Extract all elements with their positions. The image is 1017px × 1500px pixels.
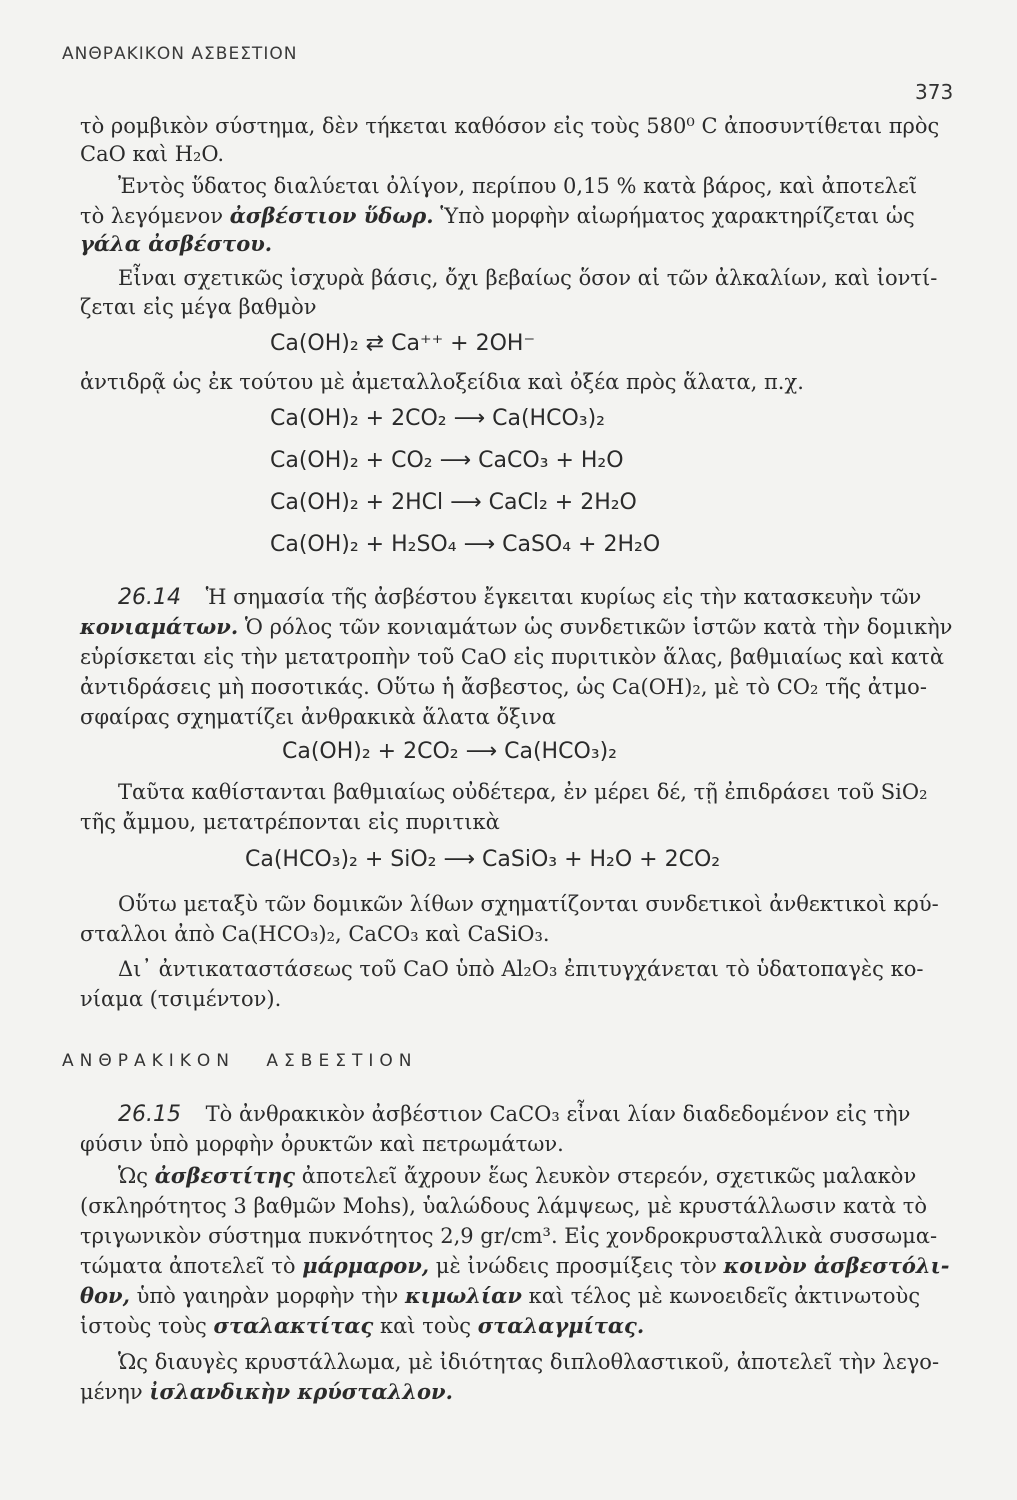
body-text-line: φύσιν ὑπὸ μορφὴν ὀρυκτῶν καὶ πετρωμάτων. xyxy=(80,1132,564,1156)
text-run: μένην xyxy=(80,1380,143,1404)
text-run: Ἡ σημασία τῆς ἀσβέστου ἔγκειται κυρίως εἰς τὴν κατασκευὴν τῶν xyxy=(205,585,922,609)
body-text-line: ἀντιδρᾷ ὡς ἐκ τούτου μὲ ἀμεταλλοξείδια καὶ ὀξέα πρὸς ἅλατα, π.χ. xyxy=(80,370,804,394)
text-run: τὸ λεγόμενον xyxy=(80,204,224,228)
term-lime-water: ἀσβέστιον ὕδωρ. xyxy=(229,203,434,228)
running-title: ΑΝΘΡΑΚΙΚΟΝ ΑΣΒΕΣΤΙΟΝ xyxy=(62,44,298,64)
body-text-line: νίαμα (τσιμέντον). xyxy=(80,987,282,1011)
reaction-equation: Ca(OH)₂ + 2CO₂ ⟶ Ca(HCO₃)₂ xyxy=(270,406,605,431)
body-text-line xyxy=(80,1252,950,1280)
text-run: καὶ τέλος μὲ κωνοειδεῖς ἀκτινωτοὺς xyxy=(528,1284,921,1308)
body-text-line: (σκληρότητος 3 βαθμῶν Mohs), ὑαλώδους λάμψεως, μὲ κρυστάλλωσιν κατὰ τὸ xyxy=(80,1194,927,1218)
text-run: Ὁ ρόλος τῶν κονιαμάτων ὡς συνδετικῶν ἱστῶν κατὰ τὴν δομικὴν xyxy=(244,615,953,639)
heading-word: ΑΝΘΡΑΚΙΚΟΝ xyxy=(62,1051,236,1071)
reaction-equation: Ca(OH)₂ + 2CO₂ ⟶ Ca(HCO₃)₂ xyxy=(282,739,617,764)
reaction-equation: Ca(OH)₂ + H₂SO₄ ⟶ CaSO₄ + 2H₂O xyxy=(270,532,661,557)
body-text-line: Εἶναι σχετικῶς ἰσχυρὰ βάσις, ὄχι βεβαίως ὅσον αἱ τῶν ἀλκαλίων, καὶ ἰοντί- xyxy=(118,266,938,290)
body-text-line xyxy=(80,613,953,641)
body-text-line: σταλλοι ἀπὸ Ca(HCO₃)₂, CaCO₃ καὶ CaSiO₃. xyxy=(80,922,550,946)
section-heading xyxy=(62,1051,437,1071)
text-run: καὶ τοὺς xyxy=(379,1314,471,1338)
reaction-equation: Ca(OH)₂ + CO₂ ⟶ CaCO₃ + H₂O xyxy=(270,448,624,473)
body-text-line xyxy=(80,1312,644,1340)
body-text-line xyxy=(80,1282,921,1310)
text-run: ἀποτελεῖ ἄχρουν ἕως λευκὸν στερεόν, σχετικῶς μαλακὸν xyxy=(301,1164,917,1188)
body-text-line xyxy=(80,1378,453,1406)
term-mortars: κονιαμάτων. xyxy=(80,614,239,639)
term-marble: μάρμαρον, xyxy=(302,1253,430,1278)
section-number: 26.14 xyxy=(118,585,181,610)
text-run: Ὑπὸ μορφὴν αἰωρήματος χαρακτηρίζεται ὡς xyxy=(440,204,915,228)
body-text-line: CaO καὶ H₂O. xyxy=(80,142,225,166)
term-milk-of-lime: γάλα ἀσβέστου. xyxy=(80,231,273,256)
body-text-line: τριγωνικὸν σύστημα πυκνότητος 2,9 gr/cm³. Εἰς χονδροκρυσταλλικὰ συσσωμα- xyxy=(80,1224,938,1248)
body-text-line: ζεται εἰς μέγα βαθμὸν xyxy=(80,295,317,319)
body-text-line xyxy=(118,1162,917,1190)
term-limestone: κοινὸν ἀσβεστόλι- xyxy=(723,1253,950,1278)
heading-word: ΑΣΒΕΣΤΙΟΝ xyxy=(266,1051,418,1071)
body-text-line: Οὕτω μεταξὺ τῶν δομικῶν λίθων σχηματίζονται συνδετικοὶ ἀνθεκτικοὶ κρύ- xyxy=(118,892,939,916)
term-iceland-spar: ἰσλανδικὴν κρύσταλλον. xyxy=(149,1379,453,1404)
text-run: ἱστοὺς τοὺς xyxy=(80,1314,207,1338)
ionization-equation: Ca(OH)₂ ⇄ Ca⁺⁺ + 2OH⁻ xyxy=(270,331,536,356)
body-text-line: Δι᾽ ἀντικαταστάσεως τοῦ CaO ὑπὸ Al₂O₃ ἐπιτυγχάνεται τὸ ὑδατοπαγὲς κο- xyxy=(118,957,924,981)
text-run: μὲ ἰνώδεις προσμίξεις τὸν xyxy=(435,1254,717,1278)
term-calcite: ἀσβεστίτης xyxy=(154,1163,296,1188)
term-stalagmites: σταλαγμίτας. xyxy=(477,1313,645,1338)
section-26-15-first-line xyxy=(118,1100,911,1129)
body-text-line: τῆς ἄμμου, μετατρέπονται εἰς πυριτικὰ xyxy=(80,810,500,834)
text-run: ὑπὸ γαιηρὰν μορφὴν τὴν xyxy=(136,1284,399,1308)
body-text-line: Ὡς διαυγὲς κρυστάλλωμα, μὲ ἰδιότητας διπλοθλαστικοῦ, ἀποτελεῖ τὴν λεγο- xyxy=(118,1350,940,1374)
reaction-equation: Ca(HCO₃)₂ + SiO₂ ⟶ CaSiO₃ + H₂O + 2CO₂ xyxy=(245,847,721,872)
body-text-line: τὸ ρομβικὸν σύστημα, δὲν τήκεται καθόσον εἰς τοὺς 580⁰ C ἀποσυντίθεται πρὸς xyxy=(80,114,940,138)
page-number: 373 xyxy=(915,80,954,104)
body-text-line xyxy=(80,202,915,230)
text-run: Ὡς xyxy=(118,1164,149,1188)
body-text-line: Ταῦτα καθίστανται βαθμιαίως οὐδέτερα, ἐν μέρει δέ, τῇ ἐπιδράσει τοῦ SiO₂ xyxy=(118,780,928,804)
term-chalk: κιμωλίαν xyxy=(405,1283,522,1308)
body-text-line: Ἐντὸς ὕδατος διαλύεται ὀλίγον, περίπου 0,15 % κατὰ βάρος, καὶ ἀποτελεῖ xyxy=(118,174,918,198)
term-limestone-end: θον, xyxy=(80,1283,130,1308)
body-text-line: ἀντιδράσεις μὴ ποσοτικάς. Οὕτω ἡ ἄσβεστος, ὡς Ca(OH)₂, μὲ τὸ CO₂ τῆς ἀτμο- xyxy=(80,675,927,699)
section-26-14-first-line xyxy=(118,583,922,612)
body-text-line: σφαίρας σχηματίζει ἀνθρακικὰ ἅλατα ὄξινα xyxy=(80,705,556,729)
body-text-line: εὑρίσκεται εἰς τὴν μετατροπὴν τοῦ CaO εἰς πυριτικὸν ἅλας, βαθμιαίως καὶ κατὰ xyxy=(80,645,945,669)
text-run: τώματα ἀποτελεῖ τὸ xyxy=(80,1254,296,1278)
text-run: Τὸ ἀνθρακικὸν ἀσβέστιον CaCO₃ εἶναι λίαν διαδεδομένον εἰς τὴν xyxy=(205,1102,911,1126)
term-stalactites: σταλακτίτας xyxy=(213,1313,374,1338)
section-number: 26.15 xyxy=(118,1102,181,1127)
reaction-equation: Ca(OH)₂ + 2HCl ⟶ CaCl₂ + 2H₂O xyxy=(270,490,637,515)
